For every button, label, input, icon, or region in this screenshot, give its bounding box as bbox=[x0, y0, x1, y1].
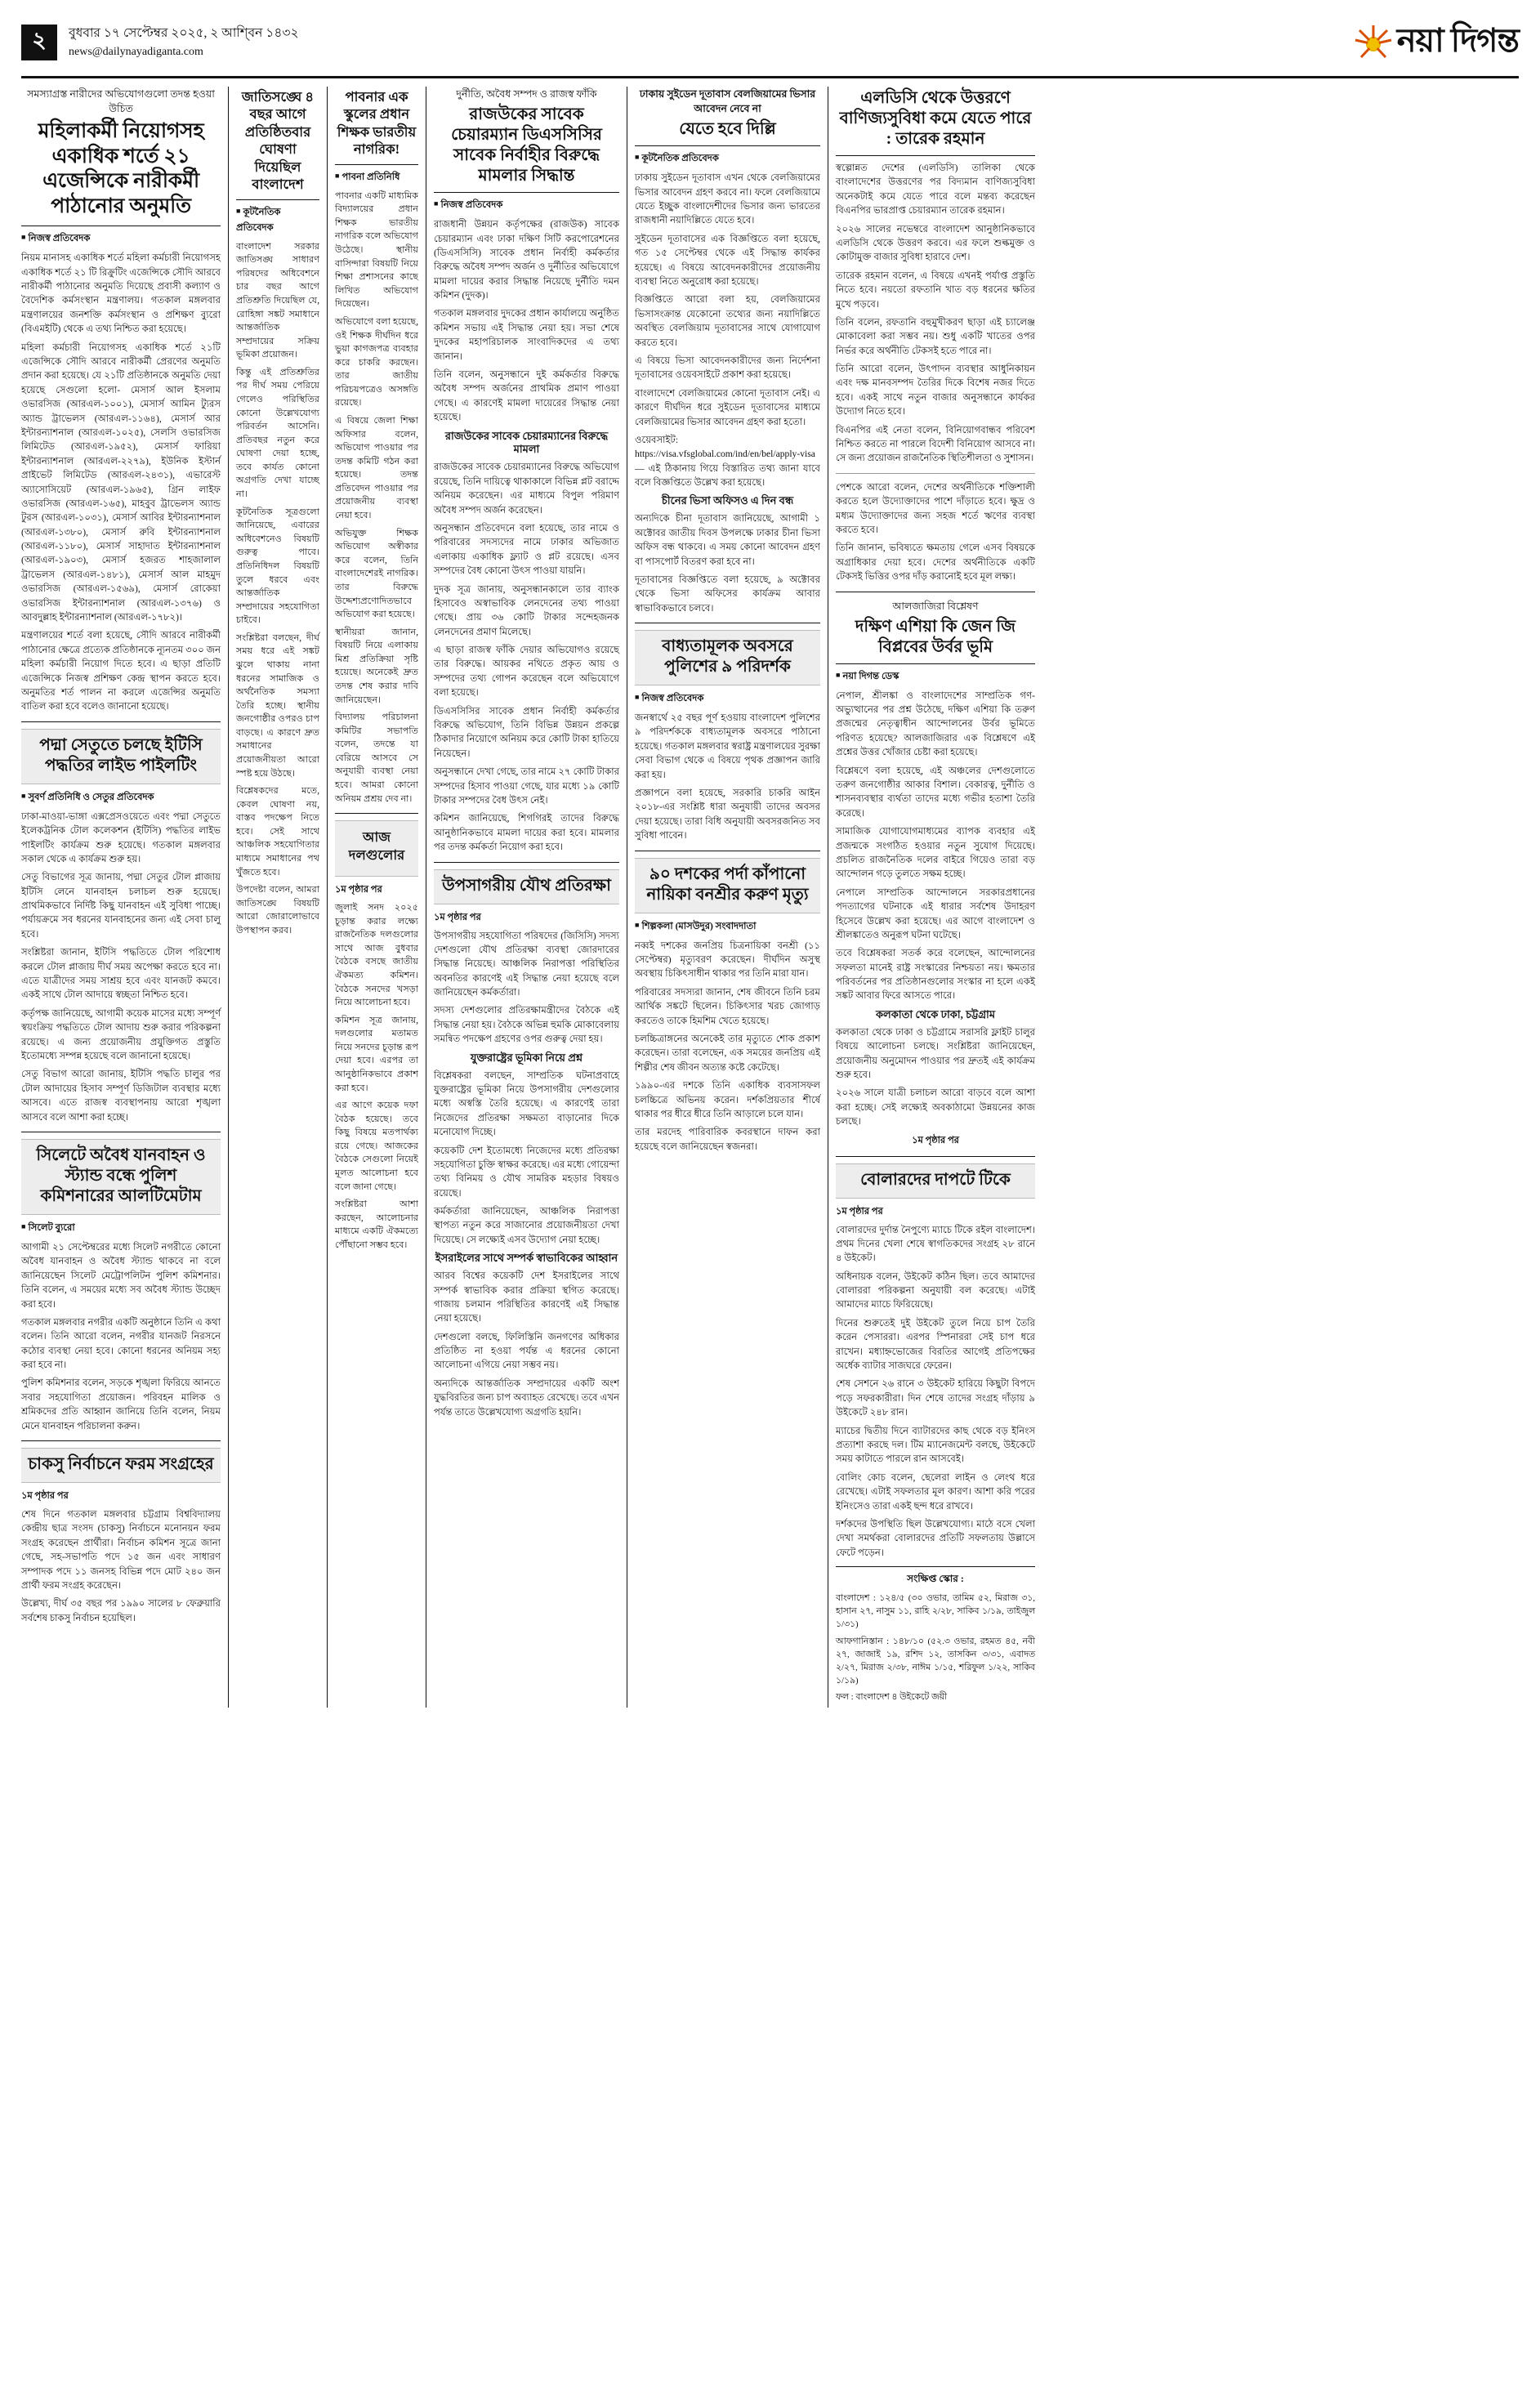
paragraph: পাবনার একটি মাধ্যমিক বিদ্যালয়ের প্রধান শিক্ষক ভারতীয় নাগরিক বলে অভিযোগ উঠেছে। স্থানীয় বাসিন্দারা বিষয়টি নিয়ে শিক্ষা প্রশাসনের কাছে লিখিত অভিযোগ দিয়েছেন। bbox=[335, 190, 418, 310]
section-divider bbox=[836, 1156, 1035, 1157]
paragraph: পুলিশ কমিশনার বলেন, সড়কে শৃঙ্খলা ফিরিয়ে আনতে সবার সহযোগিতা প্রয়োজন। পরিবহন মালিক ও শ্রমিকদের প্রতি আহ্বান জানিয়ে তিনি বলেন, নিয়ম মেনে যানবাহন পরিচালনা করুন। bbox=[21, 1378, 221, 1431]
bullet-icon: ■ bbox=[635, 920, 640, 929]
bullet-icon: ■ bbox=[21, 233, 26, 242]
paragraph: নেপালে সাম্প্রতিক আন্দোলনে সরকারপ্রধানের পদত্যাগের ঘটনাকে এই ধারার সর্বশেষ উদাহরণ হিসেবে উল্লেখ করা হয়েছে। এর আগে বাংলাদেশ ও শ্রীলঙ্কাতেও অনুরূপ ঘটনা ঘটেছে। bbox=[836, 886, 1035, 940]
paragraph: দুদক সূত্র জানায়, অনুসন্ধানকালে তার ব্যাংক হিসাবেও অস্বাভাবিক লেনদেনের তথ্য পাওয়া গেছে। প্রায় ৩৬ কোটি টাকার সন্দেহজনক লেনদেনের প্রমাণ মিলেছে। bbox=[434, 583, 619, 637]
col1-byline: ■ নিজস্ব প্রতিবেদক bbox=[21, 233, 91, 244]
col2-headline: জাতিসঙ্ঘে ৪ বছর আগে প্রতিষ্ঠিতবার ঘোষণা দিয়েছিল বাংলাদেশ bbox=[241, 89, 315, 193]
col5-section3-headline: কলকাতা থেকে ঢাকা, চট্টগ্রাম bbox=[875, 1007, 996, 1020]
paragraph: আগামী ২১ সেপ্টেম্বরের মধ্যে সিলেট নগরীতে কোনো অবৈধ যানবাহন ও অবৈধ স্ট্যান্ড থাকবে না বলে জানিয়েছেন সিলেট মেট্রোপলিটন পুলিশ কমিশনার। তিনি বলেন, এ সময়ের মধ্যে সব অবৈধ স্ট্যান্ড উচ্ছেদ করা হবে। bbox=[21, 1241, 221, 1310]
column-5 bbox=[828, 87, 1035, 1708]
paragraph: প্রজ্ঞাপনে বলা হয়েছে, সরকারি চাকরি আইন ২০১৮-এর সংশ্লিষ্ট ধারা অনুযায়ী তাদের অবসর দেয়া হয়েছে। তারা বিধি অনুযায়ী অবসরজনিত সব সুবিধা পাবেন। bbox=[635, 788, 820, 842]
col1-section2-headline: পদ্মা সেতুতে চলছে ইটিসি পদ্ধতির লাইভ পাইলটিং bbox=[39, 735, 203, 775]
bullet-icon: ■ bbox=[434, 199, 439, 208]
col4-kicker: ঢাকায় সুইডেন দূতাবাস বেলজিয়ামের ভিসার আবেদন নেবে না bbox=[639, 88, 816, 115]
paragraph: বিশ্লেষকরা বলছেন, সাম্প্রতিক ঘটনাপ্রবাহে যুক্তরাষ্ট্রের ভূমিকা নিয়ে উপসাগরীয় দেশগুলোর মধ্যে অস্বস্তি তৈরি হয়েছে। এ কারণেই তারা নিজেদের প্রতিরক্ষা সক্ষমতা বাড়ানোর দিকে মনোযোগ দিচ্ছে। bbox=[434, 1069, 619, 1138]
paragraph: বিজ্ঞপ্তিতে আরো বলা হয়, বেলজিয়ামের ভিসাসংক্রান্ত যেকোনো তথ্যের জন্য নয়াদিল্লিতে অবস্থিত বেলজিয়াম দূতাবাসের সাথে যোগাযোগ করতে হবে। bbox=[635, 294, 820, 348]
paragraph: এ বিষয়ে ভিসা আবেদনকারীদের জন্য নির্দেশনা দূতাবাসের ওয়েবসাইটে প্রকাশ করা হয়েছে। bbox=[635, 355, 820, 381]
col4-section3-byline: ■ শিল্পকলা (মাসউদুর) সংবাদদাতা bbox=[635, 920, 757, 931]
paragraph: তিনি জানান, ভবিষ্যতে ক্ষমতায় গেলে এসব বিষয়কে অগ্রাধিকার দেয়া হবে। দেশের অর্থনীতিকে একটি টেকসই ভিত্তির ওপর দাঁড় করানোই হবে মূল লক্ষ্য। bbox=[836, 543, 1035, 583]
paragraph: দূতাবাসের বিজ্ঞপ্তিতে বলা হয়েছে, ৯ অক্টোবর থেকে ভিসা অফিসের কার্যক্রম আবার স্বাভাবিকভাবে চলবে। bbox=[635, 574, 820, 614]
paragraph: সংশ্লিষ্টরা আশা করছেন, আলোচনার মাধ্যমে একটি ঐকমত্যে পৌঁছানো সম্ভব হবে। bbox=[335, 1199, 418, 1250]
col2-section3-jumpline: ১ম পৃষ্ঠার পর bbox=[335, 885, 382, 895]
rule bbox=[836, 155, 1035, 156]
col4-section3-headline: ৯০ দশকের পর্দা কাঁপানো নায়িকা বনশ্রীর করুণ মৃত্যু bbox=[646, 864, 809, 904]
paragraph: কয়েকটি দেশ ইতোমধ্যে নিজেদের মধ্যে প্রতিরক্ষা সহযোগিতা চুক্তি স্বাক্ষর করেছে। এর মধ্যে গোয়েন্দা তথ্য বিনিময় ও যৌথ সামরিক মহড়ার বিষয়ও রয়েছে। bbox=[434, 1145, 619, 1199]
paragraph: উপদেষ্টা বলেন, আমরা জাতিসঙ্ঘে বিষয়টি আরো জোরালোভাবে উপস্থাপন করব। bbox=[236, 885, 319, 936]
paragraph: বোলিং কোচ বলেন, ছেলেরা লাইন ও লেংথ ধরে রেখেছে। এটাই সফলতার মূল কারণ। আশা করি পরের ইনিংসেও তারা একই ছন্দ ধরে রাখবে। bbox=[836, 1471, 1035, 1512]
paragraph: শেষ সেশনে ২৬ রানে ৩ উইকেট হারিয়ে কিছুটা বিপদে পড়ে সফরকারীরা। দিন শেষে তাদের সংগ্রহ দাঁড়ায় ৯ উইকেটে ২৪৮ রান। bbox=[836, 1378, 1035, 1418]
paragraph: মন্ত্রণালয়ের শর্তে বলা হয়েছে, সৌদি আরবে নারীকর্মী পাঠানোর ক্ষেত্রে প্রত্যেক প্রতিষ্ঠানকে ন্যূনতম ৩০০ জন মহিলা কর্মচারী নিয়োগ দিতে হবে। এ ছাড়া প্রতিটি এজেন্সিকে নিজস্ব প্রশিক্ষণ কেন্দ্র স্থাপন করতে হবে। অনুমতির শর্ত পালন না করলে এজেন্সির অনুমতি বাতিল করা হবে বলেও জানানো হয়েছে। bbox=[21, 630, 221, 712]
paragraph: শেষ দিনে গতকাল মঙ্গলবার চট্টগ্রাম বিশ্ববিদ্যালয় কেন্দ্রীয় ছাত্র সংসদ (চাকসু) নির্বাচনে মনোনয়ন ফরম সংগ্রহ করেছেন প্রার্থীরা। নির্বাচন কমিশন সূত্রে জানা গেছে, সহ-সভাপতি পদে ১৫ জন এবং সাধারণ সম্পাদক পদে ১১ জনসহ বিভিন্ন পদে মোট ২৪০ জন প্রার্থী ফরম সংগ্রহ করেছেন। bbox=[21, 1509, 221, 1591]
column-1 bbox=[21, 87, 228, 1708]
paragraph: সদস্য দেশগুলোর প্রতিরক্ষামন্ত্রীদের বৈঠকে এই সিদ্ধান্ত নেয়া হয়। বৈঠকে অভিন্ন হুমকি মোকাবেলায় সমন্বিত পদক্ষেপ গ্রহণের ওপর গুরুত্ব দেয়া হয়। bbox=[434, 1005, 620, 1045]
col1-section2-byline: ■ সুবর্ণ প্রতিনিধি ও সেতুর প্রতিবেদক bbox=[21, 791, 154, 802]
paragraph: এ ছাড়া রাজস্ব ফাঁকি দেয়ার অভিযোগও রয়েছে তার বিরুদ্ধে। আয়কর নথিতে প্রকৃত আয় ও সম্পদের তথ্য গোপন করেছেন বলে অভিযোগে বলা হয়েছে। bbox=[434, 645, 619, 699]
col4-subhead-1: চীনের ভিসা অফিসও এ দিন বন্ধ bbox=[661, 494, 794, 507]
col1-section2-headband bbox=[21, 729, 221, 784]
col3-subhead-2: যুক্তরাষ্ট্রের ভূমিকা নিয়ে প্রশ্ন bbox=[470, 1051, 583, 1064]
col3-kicker: দুর্নীতি, অবৈধ সম্পদ ও রাজস্ব ফাঁকি bbox=[456, 88, 597, 100]
paragraph: তিনি বলেন, অনুসন্ধানে দুই কর্মকর্তার বিরুদ্ধে অবৈধ সম্পদ অর্জনের প্রাথমিক প্রমাণ পাওয়া গেছে। এ কারণেই মামলা দায়েরের সিদ্ধান্ত নেয়া হয়েছে। bbox=[434, 369, 619, 423]
paragraph: বাংলাদেশ সরকার জাতিসঙ্ঘ সাধারণ পরিষদের অধিবেশনে চার বছর আগে প্রতিশ্রুতি দিয়েছিল যে, রোহিঙ্গা সঙ্কট সমাধানে আন্তর্জাতিক সম্প্রদায়ের সক্রিয় ভূমিকা প্রয়োজন। bbox=[236, 241, 319, 360]
rule bbox=[236, 199, 319, 200]
paragraph: দর্শকদের উপস্থিতি ছিল উল্লেখযোগ্য। মাঠে বসে খেলা দেখা সমর্থকরা বোলারদের প্রতিটি সফলতায় উল্লাসে ফেটে পড়েন। bbox=[836, 1518, 1035, 1558]
column-2a bbox=[229, 87, 327, 1708]
paragraph: ডিএসসিসির সাবেক প্রধান নির্বাহী কর্মকর্তার বিরুদ্ধে অভিযোগ, তিনি বিভিন্ন উন্নয়ন প্রকল্পে ঠিকাদার নিয়োগে অনিয়ম করে কোটি টাকা হাতিয়ে নিয়েছেন। bbox=[434, 705, 619, 759]
masthead bbox=[21, 15, 1519, 78]
bullet-icon: ■ bbox=[21, 791, 26, 800]
paragraph: সামাজিক যোগাযোগমাধ্যমের ব্যাপক ব্যবহার এই প্রজন্মকে সংগঠিত হওয়ার নতুন সুযোগ দিয়েছে। প্রচলিত রাজনৈতিক দলের বাইরে গিয়েও তারা বড় আন্দোলন গড়ে তুলতে সক্ষম হচ্ছে। bbox=[836, 826, 1035, 880]
paragraph: বোলারদের দুর্দান্ত নৈপুণ্যে ম্যাচে টিকে রইল বাংলাদেশ। প্রথম দিনের খেলা শেষে স্বাগতিকদের সংগ্রহ ২৮ রানে ৪ উইকেট। bbox=[836, 1224, 1035, 1264]
col5-section2-byline: ■ নয়া দিগন্ত ডেস্ক bbox=[836, 670, 899, 681]
sunburst-logo-icon bbox=[1355, 24, 1392, 61]
paragraph: এর আগে কয়েক দফা বৈঠক হয়েছে। তবে কিছু বিষয়ে মতপার্থক্য রয়ে গেছে। আজকের বৈঠকে সেগুলো নিয়েই মূলত আলোচনা হবে বলে জানা গেছে। bbox=[335, 1101, 418, 1192]
paragraph: কিন্তু এই প্রতিশ্রুতির পর দীর্ঘ সময় পেরিয়ে গেলেও পরিস্থিতির কোনো উল্লেখযোগ্য পরিবর্তন আসেনি। প্রতিবছর নতুন করে ঘোষণা দেয়া হচ্ছে, তবে কার্যত কোনো অগ্রগতি দেখা যাচ্ছে না। bbox=[236, 367, 319, 500]
bullet-icon: ■ bbox=[635, 153, 640, 162]
paragraph: জনস্বার্থে ২৫ বছর পূর্ণ হওয়ায় বাংলাদেশ পুলিশের ৯ পরিদর্শককে বাধ্যতামূলক অবসরে পাঠানো হয়েছে। গতকাল মঙ্গলবার স্বরাষ্ট্র মন্ত্রণালয়ের সুরক্ষা সেবা বিভাগ থেকে এ বিষয়ে পৃথক প্রজ্ঞাপন জারি করা হয়। bbox=[635, 712, 820, 780]
col1-section4-headline: চাকসু নির্বাচনে ফরম সংগ্রহের bbox=[28, 1455, 214, 1474]
paragraph: বাংলাদেশে বেলজিয়ামের কোনো দূতাবাস নেই। এ কারণে দীর্ঘদিন ধরে সুইডেন দূতাবাসের মাধ্যমে বেলজিয়ামের ভিসার আবেদন গ্রহণ করা হতো। bbox=[635, 387, 820, 427]
col5-section4-jumpline: ১ম পৃষ্ঠার পর bbox=[836, 1206, 883, 1217]
col1-section4-headband bbox=[21, 1448, 221, 1483]
col3-section2-jumpline: ১ম পৃষ্ঠার পর bbox=[434, 912, 481, 922]
email-link[interactable]: news@dailynayadiganta.com bbox=[69, 45, 203, 58]
paragraph: বিশ্লেষকদের মতে, কেবল ঘোষণা নয়, বাস্তব পদক্ষেপ নিতে হবে। সেই সাথে আঞ্চলিক সহযোগিতার মাধ্যমে সমাধানের পথ খুঁজতে হবে। bbox=[236, 786, 319, 877]
col4-section2-byline: ■ নিজস্ব প্রতিবেদক bbox=[635, 693, 704, 704]
paragraph: কলকাতা থেকে ঢাকা ও চট্টগ্রামে সরাসরি ফ্লাইট চালুর বিষয়ে আলোচনা চলছে। সংশ্লিষ্টরা জানিয়েছেন, প্রয়োজনীয় অনুমোদন পাওয়ার পর দ্রুতই এই কার্যক্রম শুরু হবে। bbox=[836, 1026, 1035, 1080]
score-line: বাংলাদেশ : ১২৪/৫ (৩০ ওভার, তামিম ৫২, মিরাজ ৩১, হাসান ২৭, নাসুম ১১, রাহি ২/২৮, সাকিব ১/১৯, তাইজুল ১/৩১) bbox=[836, 1593, 1035, 1630]
paragraph: তারেক রহমান বলেন, এ বিষয়ে এখনই পর্যাপ্ত প্রস্তুতি নিতে হবে। নয়তো রফতানি খাত বড় ধরনের ক্ষতির মুখে পড়বে। bbox=[836, 270, 1035, 310]
col3-byline: ■ নিজস্ব প্রতিবেদক bbox=[434, 199, 503, 211]
section-divider bbox=[836, 473, 1035, 474]
bullet-icon: ■ bbox=[236, 206, 241, 215]
paragraph: কমিশন সূত্র জানায়, দলগুলোর মতামত নিয়ে সনদের চূড়ান্ত রূপ দেয়া হবে। এরপর তা আনুষ্ঠানিকভাবে প্রকাশ করা হবে। bbox=[335, 1015, 418, 1093]
paragraph: ১৯৯০-এর দশকে তিনি একাধিক ব্যবসাসফল চলচ্চিত্রে অভিনয় করেন। দর্শকপ্রিয়তার শীর্ষে থাকার পর ধীরে ধীরে তিনি আড়ালে চলে যান। bbox=[635, 1080, 820, 1119]
col5-section2-kicker: আলজাজিরা বিশ্লেষণ bbox=[892, 600, 979, 612]
rule bbox=[635, 145, 820, 146]
score-title: সংক্ষিপ্ত স্কোর : bbox=[907, 1573, 964, 1585]
col4-section3-headband bbox=[635, 858, 820, 913]
paragraph: বিদ্যালয় পরিচালনা কমিটির সভাপতি বলেন, তদন্তে যা বেরিয়ে আসবে সে অনুযায়ী ব্যবস্থা নেয়া হবে। আমরা কোনো অনিয়ম প্রশ্রয় দেব না। bbox=[335, 712, 418, 804]
paragraph: বিশ্লেষণে বলা হয়েছে, এই অঞ্চলের দেশগুলোতে তরুণ জনগোষ্ঠীর আকার বিশাল। বেকারত্ব, দুর্নীতি ও শাসনব্যবস্থার ব্যর্থতা তাদের মধ্যে গভীর হতাশা তৈরি করেছে। bbox=[836, 765, 1035, 819]
col5-headline: এলডিসি থেকে উত্তরণে বাণিজ্যসুবিধা কমে যেতে পারে : তারেক রহমান bbox=[839, 89, 1032, 148]
paragraph: নব্বই দশকের জনপ্রিয় চিত্রনায়িকা বনশ্রী (১১ সেপ্টেম্বর) মৃত্যুবরণ করেছেন। দীর্ঘদিন অসুস্থ অবস্থায় চিকিৎসাধীন থাকার পর তিনি মারা যান। bbox=[635, 940, 820, 980]
paragraph: নিয়ম মানাসহ একাধিক শর্তে মহিলা কর্মচারী নিয়োগসহ একাধিক শর্তে ২১ টি রিক্রুটিং এজেন্সিকে সৌদি আরবে নারীকর্মী পাঠানোর অনুমতি দিয়েছে প্রবাসী কল্যাণ ও বৈদেশিক কর্মসংস্থান মন্ত্রণালয়। গতকাল মঙ্গলবার মন্ত্রণালয়ের জনশক্তি কর্মসংস্থান ও প্রশিক্ষণ ব্যুরো (বিএমইটি) থেকে এ তথ্য নিশ্চিত করা হয়েছে। bbox=[21, 252, 221, 335]
rule bbox=[836, 663, 1035, 664]
paragraph: অভিযুক্ত শিক্ষক অভিযোগ অস্বীকার করে বলেন, তিনি বাংলাদেশেরই নাগরিক। তার বিরুদ্ধে উদ্দেশ্যপ্রণোদিতভাবে অভিযোগ করা হয়েছে। bbox=[335, 528, 418, 620]
paragraph: দিনের শুরুতেই দুই উইকেট তুলে নিয়ে চাপ তৈরি করেন পেসাররা। এরপর স্পিনাররা সেই চাপ ধরে রাখেন। মধ্যাহ্নভোজের বিরতির আগেই প্রতিপক্ষের অর্ধেক ব্যাটার সাজঘরে ফেরেন। bbox=[836, 1317, 1035, 1372]
paragraph: অনুসন্ধান প্রতিবেদনে বলা হয়েছে, তার নামে ও পরিবারের সদস্যদের নামে ঢাকার অভিজাত এলাকায় একাধিক ফ্ল্যাট ও প্লট রয়েছে। এসব সম্পদের বৈধ কোনো উৎস পাওয়া যায়নি। bbox=[434, 522, 619, 577]
paragraph: গতকাল মঙ্গলবার নগরীর একটি অনুষ্ঠানে তিনি এ কথা বলেন। তিনি আরো বলেন, নগরীর যানজট নিরসনে কঠোর ব্যবস্থা নেয়া হবে। কোনো ধরনের অনিয়ম সহ্য করা হবে না। bbox=[21, 1316, 221, 1371]
score-line: আফগানিস্তান : ১৪৮/১০ (৫২.৩ ওভার, রহমত ৪৫, নবী ২৭, জাজাই ১৯, রশিদ ১২, তাসকিন ৩/৩১, এবাদত ২/২৭, মিরাজ ২/৩৮, নাঈম ১/১৫, শরিফুল ১/২২, সাকিব ১/১৯) bbox=[836, 1636, 1035, 1686]
col1-kicker: সমস্যাগ্রস্ত নারীদের অভিযোগগুলো তদন্ত হওয়া উচিত bbox=[27, 88, 215, 115]
paragraph: সংশ্লিষ্টরা জানান, ইটিসি পদ্ধতিতে টোল পরিশোধ করলে টোল প্লাজায় দীর্ঘ সময় অপেক্ষা করতে হবে না। এতে যাত্রীদের সময় সাশ্রয় হবে এবং যানজট কমবে। একই সাথে টোল আদায়ে স্বচ্ছতা নিশ্চিত হবে। bbox=[21, 947, 221, 1001]
paragraph: অভিযোগে বলা হয়েছে, ওই শিক্ষক দীর্ঘদিন ধরে ভুয়া কাগজপত্র ব্যবহার করে চাকরি করছেন। তার জাতীয় পরিচয়পত্রেও অসঙ্গতি রয়েছে। bbox=[335, 316, 418, 409]
paragraph: ২০২৬ সালের নভেম্বরে বাংলাদেশ আনুষ্ঠানিকভাবে এলডিসি থেকে উত্তরণ করবে। এর ফলে শুল্কমুক্ত ও কোটামুক্ত বাজার সুবিধা হারাবে দেশ। bbox=[836, 223, 1035, 263]
section-divider bbox=[434, 862, 619, 863]
paragraph: স্থানীয়রা জানান, বিষয়টি নিয়ে এলাকায় মিশ্র প্রতিক্রিয়া সৃষ্টি হয়েছে। অনেকেই দ্রুত তদন্ত শেষ করার দাবি জানিয়েছেন। bbox=[335, 627, 418, 705]
paragraph: বিএনপির এই নেতা বলেন, বিনিয়োগবান্ধব পরিবেশ নিশ্চিত করতে না পারলে বিদেশী বিনিয়োগ আসবে না। সে জন্য প্রয়োজন রাজনৈতিক স্থিতিশীলতা ও সুশাসন। bbox=[836, 424, 1035, 464]
paragraph: উল্লেখ্য, দীর্ঘ ৩৫ বছর পর ১৯৯০ সালের ৮ ফেব্রুয়ারি সর্বশেষ চাকসু নির্বাচন হয়েছিল। bbox=[21, 1598, 221, 1623]
paragraph: আরব বিশ্বের কয়েকটি দেশ ইসরাইলের সাথে সম্পর্ক স্বাভাবিক করার প্রক্রিয়া স্থগিত করেছে। গাজায় চলমান পরিস্থিতির কারণেই এই সিদ্ধান্ত নেয়া হয়েছে। bbox=[434, 1270, 619, 1324]
col1-headline: মহিলাকর্মী নিয়োগসহ একাধিক শর্তে ২১ এজেন্সিকে নারীকর্মী পাঠানোর অনুমতি bbox=[38, 120, 204, 217]
paragraph: কর্তৃপক্ষ জানিয়েছে, আগামী কয়েক মাসের মধ্যে সম্পূর্ণ স্বয়ংক্রিয় পদ্ধতিতে টোল আদায় শুরু করার পরিকল্পনা রয়েছে। এ জন্য প্রয়োজনীয় প্রযুক্তিগত প্রস্তুতি ইতোমধ্যে সম্পন্ন হয়েছে বলে জানানো হয়েছে। bbox=[21, 1007, 221, 1061]
paragraph: রাজধানী উন্নয়ন কর্তৃপক্ষের (রাজউক) সাবেক চেয়ারম্যান এবং ঢাকা দক্ষিণ সিটি করপোরেশনের (ডিএসসিসি) সাবেক প্রধান নির্বাহী কর্মকর্তার বিরুদ্ধে অবৈধ সম্পদ অর্জন ও দুর্নীতির অভিযোগে মামলা দায়ের করার সিদ্ধান্ত নিয়েছে দুর্নীতি দমন কমিশন (দুদক)। bbox=[434, 219, 619, 301]
paragraph: উপসাগরীয় সহযোগিতা পরিষদের (জিসিসি) সদস্য দেশগুলো যৌথ প্রতিরক্ষা ব্যবস্থা জোরদারের সিদ্ধান্ত নিয়েছে। আঞ্চলিক নিরাপত্তা পরিস্থিতির অবনতির কারণেই এই সিদ্ধান্ত নেয়া হয়েছে বলে জানিয়েছেন কর্মকর্তারা। bbox=[434, 930, 619, 998]
paragraph: সেতু বিভাগের সূত্র জানায়, পদ্মা সেতুর টোল প্লাজায় ইটিসি লেনে যানবাহন চলাচল শুরু হয়েছে। প্রাথমিকভাবে নির্দিষ্ট কিছু যানবাহন এই সুবিধা পাচ্ছে। পর্যায়ক্রমে সব ধরনের যানবাহনের জন্য এই সেবা চালু হবে। bbox=[21, 872, 221, 940]
page-number: ২ bbox=[21, 25, 57, 60]
paragraph: মহিলা কর্মচারী নিয়োগসহ একাধিক শর্তে ২১টি এজেন্সিকে সৌদি আরবে নারীকর্মী প্রেরণের অনুমতি প্রদান করা হয়েছে। যে ২১টি প্রতিষ্ঠানকে অনুমতি দেয়া হয়েছে সেগুলো হলো- মেসার্স আল ইসলাম ওভারসিজ (আরএল-১০০১), মেসার্স আমিন ট্যুরস অ্যান্ড ট্রাভেলস (আরএল-১১৬৪), মেসার্স আর ইন্টারন্যাশনাল (আরএল-১০২৫), সেলসি ওভারসিজ লিমিটেড (আরএল-১৯৫২), মেসার্স ফারিয়া ইন্টারন্যাশনাল (আরএল-২২৭৯), ইউনিক ইস্টার্ন প্রাইভেট লিমিটেড (আরএল-২৪৩১), এভারেস্ট অ্যাসোসিয়েট (আরএল-১৯৬৫), গ্রিন লাইফ ওভারসিজ (আরএল-১৬৫), মাহবুব ট্রাভেলস অ্যান্ড টুরস (আরএল-১০৩১), মেসার্স আবির ইন্টারন্যাশনাল (আরএল-১৩৮০), মেসার্স রুবি ইন্টারন্যাশনাল (আরএল-১১৮০), মেসার্স সাহাদাত ইন্টারন্যাশনাল (আরএল-১৯০৩), মেসার্স হজরত শাহজালাল ট্রাভেলস (আরএল-১৪৮১), মেসার্স আল মাহমুদ ওভারসিজ (আরএল-১৫৬৯), মেসার্স রোকেয়া ওভারসিজ ইন্টারন্যাশনাল (আরএল-১৩৭৬) ও আবদুল্লাহ ইন্টারন্যাশনাল (আরএল-১৭৮২)। bbox=[21, 342, 221, 623]
col3-subhead-3: ইসরাইলের সাথে সম্পর্ক স্বাভাবিকের আহ্বান bbox=[435, 1252, 618, 1265]
logo[interactable] bbox=[1355, 15, 1519, 69]
paragraph: কর্মকর্তারা জানিয়েছেন, আঞ্চলিক নিরাপত্তা স্থাপত্য নতুন করে সাজানোর প্রয়োজনীয়তা দেখা দিয়েছে। সে লক্ষ্যেই এসব উদ্যোগ নেয়া হচ্ছে। bbox=[434, 1206, 619, 1245]
col5-section2-headline: দক্ষিণ এশিয়া কি জেন জি বিপ্লবের উর্বর ভূমি bbox=[855, 617, 1016, 656]
logo-text: নয়া দিগন্ত bbox=[1396, 22, 1519, 59]
paragraph: ওয়েবসাইট: https://visa.vfsglobal.com/ind/en/bel/apply-visa — এই ঠিকানায় গিয়ে বিস্তারিত তথ্য জানা যাবে বলে বিজ্ঞপ্তিতে উল্লেখ করা হয়েছে। bbox=[635, 434, 820, 489]
score-line: ফল : বাংলাদেশ ৪ উইকেটে জয়ী bbox=[836, 1692, 948, 1703]
section-divider bbox=[21, 1440, 221, 1441]
paragraph: সেতু বিভাগ আরো জানায়, ইটিসি পদ্ধতি চালুর পর টোল আদায়ের হিসাব সম্পূর্ণ ডিজিটাল ব্যবস্থার মধ্যে আসবে। এতে রাজস্ব ব্যবস্থাপনায় আরো শৃঙ্খলা আসবে বলে আশা করা হচ্ছে। bbox=[21, 1069, 221, 1123]
paragraph: স্বল্পোন্নত দেশের (এলডিসি) তালিকা থেকে বাংলাদেশের উত্তরণের পর বিদ্যমান বাণিজ্যসুবিধা অনেকটাই কমে যেতে পারে বলে মন্তব্য করেছেন বিএনপির ভারপ্রাপ্ত চেয়ারম্যান তারেক রহমান। bbox=[836, 163, 1035, 217]
paragraph: ২০২৬ সালে যাত্রী চলাচল আরো বাড়বে বলে আশা করা হচ্ছে। সেই লক্ষ্যেই অবকাঠামো উন্নয়নের কাজ চলছে। bbox=[836, 1087, 1035, 1128]
col1-section3-headline: সিলেটে অবৈধ যানবাহন ও স্ট্যান্ড বন্ধে পুলিশ কমিশনারের আলটিমেটাম bbox=[36, 1145, 206, 1205]
column-2b bbox=[328, 87, 426, 1708]
bullet-icon: ■ bbox=[635, 693, 640, 702]
bullet-icon: ■ bbox=[21, 1221, 26, 1230]
col2-byline: ■ কূটনৈতিক প্রতিবেদক bbox=[236, 206, 281, 233]
paragraph: অন্যদিকে চীনা দূতাবাস জানিয়েছে, আগামী ১ অক্টোবর জাতীয় দিবস উপলক্ষে ঢাকার চীনা ভিসা অফিস বন্ধ থাকবে। এ সময় কোনো আবেদন গ্রহণ বা পাসপোর্ট বিতরণ করা হবে না। bbox=[635, 513, 820, 567]
paragraph: পেশকে আরো বলেন, দেশের অর্থনীতিকে শক্তিশালী করতে হলে উদ্যোক্তাদের পাশে দাঁড়াতে হবে। ক্ষুদ্র ও মধ্যম উদ্যোক্তাদের জন্য সহজ শর্তে ঋণের ব্যবস্থা করতে হবে। bbox=[836, 481, 1035, 535]
rule bbox=[335, 164, 418, 165]
paragraph: সংশ্লিষ্টরা বলছেন, দীর্ঘ সময় ধরে এই সঙ্কট ঝুলে থাকায় নানা ধরনের সামাজিক ও অর্থনৈতিক সমস্যা তৈরি হচ্ছে। স্থানীয় জনগোষ্ঠীর ওপরও চাপ বাড়ছে। এ কারণে দ্রুত সমাধানের প্রয়োজনীয়তা আরো স্পষ্ট হয়ে উঠছে। bbox=[236, 632, 319, 779]
section-divider bbox=[21, 721, 221, 722]
paragraph: গতকাল মঙ্গলবার দুদকের প্রধান কার্যালয়ে অনুষ্ঠিত কমিশন সভায় এই সিদ্ধান্ত নেয়া হয়। সভা শেষে দুদকের মহাপরিচালক সাংবাদিকদের এ তথ্য জানান। bbox=[434, 308, 619, 362]
paragraph: তিনি আরো বলেন, উৎপাদন ব্যবস্থার আধুনিকায়ন এবং দক্ষ মানবসম্পদ তৈরির দিকে বিশেষ নজর দিতে হবে। একই সাথে নতুন বাজার অনুসন্ধানে কার্যকর উদ্যোগ নিতে হবে। bbox=[836, 364, 1035, 418]
paragraph: দেশগুলো বলছে, ফিলিস্তিনি জনগণের অধিকার প্রতিষ্ঠিত না হওয়া পর্যন্ত এ ধরনের কোনো আলোচনা এগিয়ে নেয়া সম্ভব নয়। bbox=[434, 1331, 619, 1371]
paragraph: চলচ্চিত্রাঙ্গনের অনেকেই তার মৃত্যুতে শোক প্রকাশ করেছেন। তারা বলেছেন, এক সময়ের জনপ্রিয় এই শিল্পীর শেষ জীবন অত্যন্ত কষ্টে কেটেছে। bbox=[635, 1033, 820, 1073]
col1-section3-byline: ■ সিলেট ব্যুরো bbox=[21, 1221, 75, 1233]
section-divider bbox=[335, 813, 418, 814]
column-4 bbox=[627, 87, 828, 1708]
paragraph: পরিবারের সদস্যরা জানান, শেষ জীবনে তিনি চরম আর্থিক সঙ্কটে ছিলেন। চিকিৎসার খরচ জোগাড় করতেও তাকে হিমশিম খেতে হয়েছে। bbox=[635, 986, 820, 1026]
paragraph: নেপাল, শ্রীলঙ্কা ও বাংলাদেশের সাম্প্রতিক গণ-অভ্যুত্থানের পর প্রশ্ন উঠেছে, দক্ষিণ এশিয়া কি তরুণ প্রজন্মের নেতৃত্বাধীন আন্দোলনের উর্বর ভূমিতে পরিণত হয়েছে? আলজাজিরার এক বিশ্লেষণে এই প্রশ্নের উত্তর খোঁজার চেষ্টা করা হয়েছে। bbox=[836, 690, 1035, 758]
col2-section2-byline: ■ পাবনা প্রতিনিধি bbox=[335, 171, 400, 182]
paragraph: কূটনৈতিক সূত্রগুলো জানিয়েছে, এবারের অধিবেশনেও বিষয়টি গুরুত্ব পাবে। প্রতিনিধিদল বিষয়টি তুলে ধরবে এবং আন্তর্জাতিক সম্প্রদায়ের সহযোগিতা চাইবে। bbox=[236, 507, 319, 626]
paragraph: তার মরদেহ পারিবারিক কবরস্থানে দাফন করা হয়েছে বলে জানিয়েছেন স্বজনরা। bbox=[635, 1127, 820, 1152]
col2-section3-headline: আজ দলগুলোর bbox=[348, 829, 405, 863]
publication-date: বুধবার ১৭ সেপ্টেম্বর ২০২৫, ২ আশি্বন ১৪৩২ bbox=[69, 26, 299, 41]
paragraph: অনুসন্ধানে দেখা গেছে, তার নামে ২৭ কোটি টাকার সম্পদের হিসাব পাওয়া গেছে, যার মধ্যে ১৯ কোটি টাকার সম্পদের বৈধ উৎস নেই। bbox=[434, 766, 619, 806]
col4-byline: ■ কূটনৈতিক প্রতিবেদক bbox=[635, 153, 719, 164]
col5-section3-jumpline: ১ম পৃষ্ঠার পর bbox=[912, 1135, 959, 1145]
paragraph: তবে বিশ্লেষকরা সতর্ক করে বলেছেন, আন্দোলনের সফলতা মানেই রাষ্ট্র সংস্কারের নিশ্চয়তা নয়। ক্ষমতার পরিবর্তনের পর প্রতিষ্ঠানগুলোর সংস্কার না হলে একই সঙ্কট আবার ফিরে আসতে পারে। bbox=[836, 948, 1035, 1002]
paragraph: এ বিষয়ে জেলা শিক্ষা অফিসার বলেন, অভিযোগ পাওয়ার পর তদন্ত কমিটি গঠন করা হয়েছে। তদন্ত প্রতিবেদন পাওয়ার পর প্রয়োজনীয় ব্যবস্থা নেয়া হবে। bbox=[335, 416, 418, 521]
col3-section2-headline: উপসাগরীয় যৌথ প্রতিরক্ষা bbox=[442, 876, 611, 895]
paragraph: অধিনায়ক বলেন, উইকেট কঠিন ছিল। তবে আমাদের বোলাররা পরিকল্পনা অনুযায়ী বল করেছে। এটাই আমাদের ম্যাচে ফিরিয়েছে। bbox=[836, 1270, 1035, 1311]
rule bbox=[434, 192, 619, 193]
bullet-icon: ■ bbox=[836, 670, 841, 679]
column-3 bbox=[426, 87, 627, 1708]
paragraph: জুলাই সনদ ২০২৫ চূড়ান্ত করার লক্ষ্যে রাজনৈতিক দলগুলোর সাথে আজ বুধবার বৈঠকে বসছে জাতীয় ঐকমত্য কমিশন। বৈঠকে সনদের খসড়া নিয়ে আলোচনা হবে। bbox=[335, 903, 418, 1008]
col1-section3-headband bbox=[21, 1139, 221, 1215]
col5-section4-headline: বোলারদের দাপটে টিকে bbox=[860, 1170, 1011, 1189]
score-summary bbox=[836, 1566, 1035, 1704]
col3-headline: রাজউকের সাবেক চেয়ারম্যান ডিএসসিসির সাবেক নির্বাহীর বিরুদ্ধে মামলার সিদ্ধান্ত bbox=[451, 105, 602, 185]
masthead-date-block bbox=[69, 24, 299, 60]
col4-section2-headline: বাধ্যতামূলক অবসরে পুলিশের ৯ পরিদর্শক bbox=[662, 637, 793, 677]
col2-section2-headline: পাবনার এক স্কুলের প্রধান শিক্ষক ভারতীয় নাগরিক! bbox=[337, 89, 417, 158]
col4-subheadline: যেতে হবে দিল্লি bbox=[679, 120, 776, 139]
paragraph: ঢাকা-মাওয়া-ভাঙ্গা এক্সপ্রেসওয়েতে এবং পদ্মা সেতুতে ইলেকট্রনিক টোল কলেকশন (ইটিসি) পদ্ধতির লাইভ পাইলটিং কার্যক্রম শুরু হয়েছে। গতকাল মঙ্গলবার সকাল থেকে এ কার্যক্রম শুরু হয়। bbox=[21, 810, 221, 864]
col1-section4-jumpline: ১ম পৃষ্ঠার পর bbox=[21, 1491, 69, 1502]
paragraph: ঢাকায় সুইডেন দূতাবাস এখন থেকে বেলজিয়ামের ভিসার আবেদন গ্রহণ করবে না। ফলে বেলজিয়ামে যেতে ইচ্ছুক বাংলাদেশীদের ভিসার জন্য ভারতের রাজধানী নয়াদিল্লিতে যেতে হবে। bbox=[635, 172, 820, 226]
col2-section3-headband bbox=[335, 820, 418, 877]
bullet-icon: ■ bbox=[335, 171, 340, 180]
paragraph: কমিশন জানিয়েছে, শিগগিরই তাদের বিরুদ্ধে আনুষ্ঠানিকভাবে মামলা দায়ের করা হবে। মামলার পর তদন্ত কর্মকর্তা নিয়োগ করা হবে। bbox=[434, 813, 619, 853]
paragraph: ম্যাচের দ্বিতীয় দিনে ব্যাটারদের কাছ থেকে বড় ইনিংস প্রত্যাশা করছে দল। টিম ম্যানেজমেন্ট বলছে, উইকেটে সময় কাটাতে পারলে রান আসবেই। bbox=[836, 1425, 1035, 1465]
col5-section4-headband bbox=[836, 1163, 1035, 1199]
paragraph: তিনি বলেন, রফতানি বহুমুখীকরণ ছাড়া এই চ্যালেঞ্জ মোকাবেলা করা সম্ভব নয়। শুধু একটি খাতের ওপর নির্ভর করে অর্থনীতি টেকসই হতে পারে না। bbox=[836, 316, 1035, 356]
paragraph: অন্যদিকে আন্তর্জাতিক সম্প্রদায়ের একটি অংশ যুদ্ধবিরতির জন্য চাপ অব্যাহত রেখেছে। তবে এখন পর্যন্ত তাতে উল্লেখযোগ্য অগ্রগতি হয়নি। bbox=[434, 1378, 619, 1418]
paragraph: সুইডেন দূতাবাসের এক বিজ্ঞপ্তিতে বলা হয়েছে, গত ১৫ সেপ্টেম্বর থেকে এই সিদ্ধান্ত কার্যকর হয়েছে। এ বিষয়ে আবেদনকারীদের প্রয়োজনীয় ব্যবস্থা নিতে অনুরোধ করা হয়েছে। bbox=[635, 233, 820, 287]
paragraph: রাজউকের সাবেক চেয়ারম্যানের বিরুদ্ধে অভিযোগ রয়েছে, তিনি দায়িত্বে থাকাকালে বিভিন্ন প্লট বরাদ্দে অনিয়ম করেছেন। এর মাধ্যমে বিপুল পরিমাণ অবৈধ সম্পদ অর্জন করেছেন। bbox=[434, 462, 619, 516]
column-grid bbox=[21, 87, 1519, 1708]
col3-section2-headband bbox=[434, 869, 619, 904]
col4-section2-headband bbox=[635, 630, 820, 685]
col3-subhead-1: রাজউকের সাবেক চেয়ারম্যানের বিরুদ্ধে মামলা bbox=[444, 429, 609, 456]
